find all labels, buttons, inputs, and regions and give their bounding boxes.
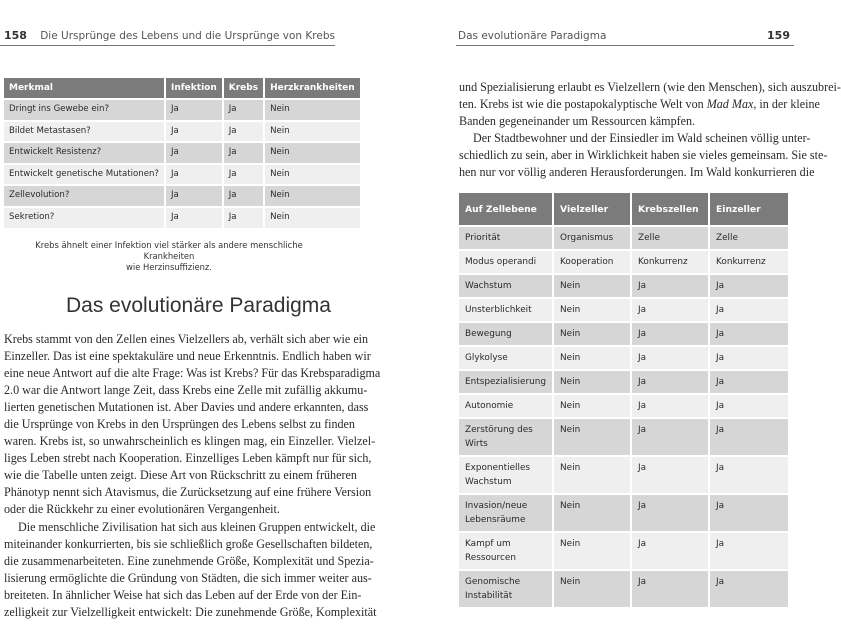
table-cell: Ja <box>632 347 708 369</box>
table-cell: Ja <box>166 143 222 163</box>
table-cell: Ja <box>632 395 708 417</box>
right-page <box>397 0 841 635</box>
header-rule <box>0 45 335 46</box>
comparison-table-diseases <box>2 76 362 230</box>
table-cell: Ja <box>710 419 788 455</box>
table-row <box>459 457 788 493</box>
text-line: Krebs stammt von den Zellen eines Vielzellers ab, verhält sich aber wie ein <box>4 332 369 346</box>
table-cell: Ja <box>224 165 263 185</box>
table-cell: Bildet Metastasen? <box>4 122 164 142</box>
text-line: Einzeller. Das ist eine spektakuläre und neue Erkenntnis. Endlich haben wir <box>4 349 371 364</box>
table-cell: Ja <box>224 208 263 228</box>
table-cell: Autonomie <box>459 395 552 417</box>
table-cell: Ja <box>166 208 222 228</box>
table-cell: Exponentielles Wachstum <box>459 457 552 493</box>
table-header-cell: Auf Zellebene <box>459 193 552 225</box>
table-cell: Nein <box>554 495 630 531</box>
table-cell: Ja <box>166 100 222 120</box>
text-line: Der Stadtbewohner und der Einsiedler im Wald scheinen völlig unter- <box>473 131 811 146</box>
table-cell: Ja <box>632 457 708 493</box>
table-cell: Unsterblichkeit <box>459 299 552 321</box>
table-cell: Nein <box>265 208 360 228</box>
table-header-cell: Vielzeller <box>554 193 630 225</box>
table-cell: Ja <box>632 571 708 607</box>
table-row <box>459 323 788 345</box>
text-line: waren. Krebs ist, so unwahrscheinlich es klingen mag, ein Einzeller. Vielzel- <box>4 434 376 449</box>
table-header-cell: Herzkrankheiten <box>265 78 360 98</box>
text-line: die zusammenarbeiteten. Eine zunehmende Größe, Komplexität und Spezia- <box>4 553 374 568</box>
text-line: Banden gegeneinander um Ressourcen kämpfen. <box>459 114 696 129</box>
table-row <box>4 122 360 142</box>
table-cell: Nein <box>554 533 630 569</box>
table-header-cell: Merkmal <box>4 78 164 98</box>
table-cell: Ja <box>710 495 788 531</box>
table-header-cell: Infektion <box>166 78 222 98</box>
table-cell: Organismus <box>554 227 630 249</box>
table-row <box>459 571 788 607</box>
table-cell: Entspezialisierung <box>459 371 552 393</box>
table-cell: Nein <box>265 186 360 206</box>
text-line: breiteten. In ähnlicher Weise hat sich das Leben auf der Erde von der Ein- <box>4 587 362 602</box>
table-row <box>459 495 788 531</box>
text-line: wie die Tabelle unten zeigt. Diese Art von Rückschritt zu einem früheren <box>4 468 357 483</box>
table-cell: Nein <box>554 419 630 455</box>
table-row <box>4 165 360 185</box>
table-row <box>459 419 788 455</box>
table-row <box>4 143 360 163</box>
table-cell: Kampf um Ressourcen <box>459 533 552 569</box>
table-cell: Priorität <box>459 227 552 249</box>
table-cell: Nein <box>265 143 360 163</box>
text-line: liges Leben strebt nach Kooperation. Einzelliges Leben kämpft nur für sich, <box>4 451 372 466</box>
table-header-cell: Einzeller <box>710 193 788 225</box>
table-caption <box>14 240 324 273</box>
left-page <box>0 0 397 635</box>
table-cell: Konkurrenz <box>632 251 708 273</box>
text-line: schiedlich zu sein, aber in Wirklichkeit haben sie vieles gemeinsam. Sie ste- <box>459 148 828 163</box>
section-title: Das evolutionäre Paradigma <box>66 294 331 317</box>
table-cell: Ja <box>224 122 263 142</box>
text-line: lisierung ermöglichte die Gründung von Städten, die sich immer weiter aus- <box>4 570 372 585</box>
text-line: lierten genetischen Mutationen ist. Aber Davies und andere erkannten, dass <box>4 400 369 415</box>
table-cell: Ja <box>632 299 708 321</box>
table-cell: Ja <box>166 122 222 142</box>
table-row <box>459 347 788 369</box>
text-line: miteinander konkurrierten, bis sie schließlich große Gesellschaften bildeten, <box>4 536 373 551</box>
table-cell: Nein <box>554 395 630 417</box>
table-cell: Zerstörung des Wirts <box>459 419 552 455</box>
body-text <box>459 79 841 181</box>
caption-line: Krebs ähnelt einer Infektion viel stärker als andere menschliche Krankheiten <box>35 240 303 261</box>
text-line: oder die Rückkehr zu einer evolutionären Vergangenheit. <box>4 502 280 517</box>
table-cell: Konkurrenz <box>710 251 788 273</box>
table-row <box>459 371 788 393</box>
text-line: zelligkeit zur Vielzelligkeit entwickelt: Die zunehmende Größe, Komplexität <box>4 604 377 619</box>
table-row <box>4 208 360 228</box>
text-line: Die menschliche Zivilisation hat sich aus kleinen Gruppen entwickelt, die <box>18 519 376 534</box>
table-cell: Nein <box>554 371 630 393</box>
table-row <box>459 299 788 321</box>
table-cell: Nein <box>265 165 360 185</box>
table-cell: Modus operandi <box>459 251 552 273</box>
table-cell: Nein <box>554 299 630 321</box>
table-cell: Ja <box>632 275 708 297</box>
table-row <box>459 275 788 297</box>
text-line: hen nur vor völlig anderen Herausforderungen. Im Wald konkurrieren die <box>459 165 815 180</box>
table-cell: Sekretion? <box>4 208 164 228</box>
running-head: Das evolutionäre Paradigma <box>458 30 607 42</box>
table-cell: Nein <box>265 100 360 120</box>
table-cell: Ja <box>710 323 788 345</box>
table-cell: Ja <box>632 495 708 531</box>
table-cell: Ja <box>166 165 222 185</box>
table-cell: Nein <box>554 275 630 297</box>
table-cell: Zelle <box>710 227 788 249</box>
table-row <box>4 100 360 120</box>
text-line: Phänotyp nennt sich Atavismus, die Zurücksetzung auf eine frühere Version <box>4 485 372 500</box>
table-cell: Glykolyse <box>459 347 552 369</box>
text-line: eine neue Antwort auf die alte Frage: Was ist Krebs? Für das Krebsparadigma <box>4 366 381 381</box>
table-cell: Ja <box>710 533 788 569</box>
table-cell: Dringt ins Gewebe ein? <box>4 100 164 120</box>
table-cell: Ja <box>166 186 222 206</box>
running-head: Die Ursprünge des Lebens und die Ursprünge von Krebs <box>40 30 335 42</box>
table-cell: Ja <box>224 143 263 163</box>
table-cell: Entwickelt genetische Mutationen? <box>4 165 164 185</box>
text-line: die Ursprünge von Krebs in den Ursprüngen des Lebens selbst zu finden <box>4 417 355 432</box>
table-cell: Ja <box>224 186 263 206</box>
table-cell: Nein <box>554 457 630 493</box>
table-cell: Nein <box>554 571 630 607</box>
table-header-cell: Krebszellen <box>632 193 708 225</box>
table-cell: Wachstum <box>459 275 552 297</box>
caption-line: wie Herzinsuffizienz. <box>126 262 212 272</box>
table-cell: Ja <box>710 275 788 297</box>
table-row <box>459 533 788 569</box>
table-cell: Zellevolution? <box>4 186 164 206</box>
table-cell: Genomische Instabilität <box>459 571 552 607</box>
table-cell: Ja <box>710 299 788 321</box>
table-cell: Nein <box>554 347 630 369</box>
table-cell: Entwickelt Resistenz? <box>4 143 164 163</box>
page-number: 159 <box>767 29 790 42</box>
header-rule <box>456 45 794 46</box>
table-row <box>459 395 788 417</box>
table-header-cell: Krebs <box>224 78 263 98</box>
table-cell: Ja <box>710 371 788 393</box>
table-cell: Ja <box>632 419 708 455</box>
table-cell: Ja <box>632 371 708 393</box>
table-cell: Ja <box>710 457 788 493</box>
table-cell: Ja <box>710 347 788 369</box>
table-cell: Bewegung <box>459 323 552 345</box>
page-number: 158 <box>4 29 27 42</box>
comparison-table-cells <box>457 191 790 609</box>
table-cell: Ja <box>224 100 263 120</box>
table-cell: Ja <box>632 533 708 569</box>
table-cell: Invasion/neue Lebensräume <box>459 495 552 531</box>
body-text <box>4 331 381 621</box>
table-cell: Nein <box>554 323 630 345</box>
table-cell: Ja <box>710 395 788 417</box>
table-cell: Nein <box>265 122 360 142</box>
table-cell: Kooperation <box>554 251 630 273</box>
text-line: 2.0 war die Antwort lange Zeit, dass Krebs eine Zelle mit zufällig akkumu- <box>4 383 368 398</box>
table-row <box>459 251 788 273</box>
text-line: ten. Krebs ist wie die postapokalyptische Welt von Mad Max, in der kleine <box>459 97 820 112</box>
text-line: und Spezialisierung erlaubt es Vielzellern (wie den Menschen), sich auszubrei- <box>459 80 841 94</box>
table-cell: Ja <box>710 571 788 607</box>
table-cell: Zelle <box>632 227 708 249</box>
table-cell: Ja <box>632 323 708 345</box>
table-row <box>4 186 360 206</box>
table-row <box>459 227 788 249</box>
